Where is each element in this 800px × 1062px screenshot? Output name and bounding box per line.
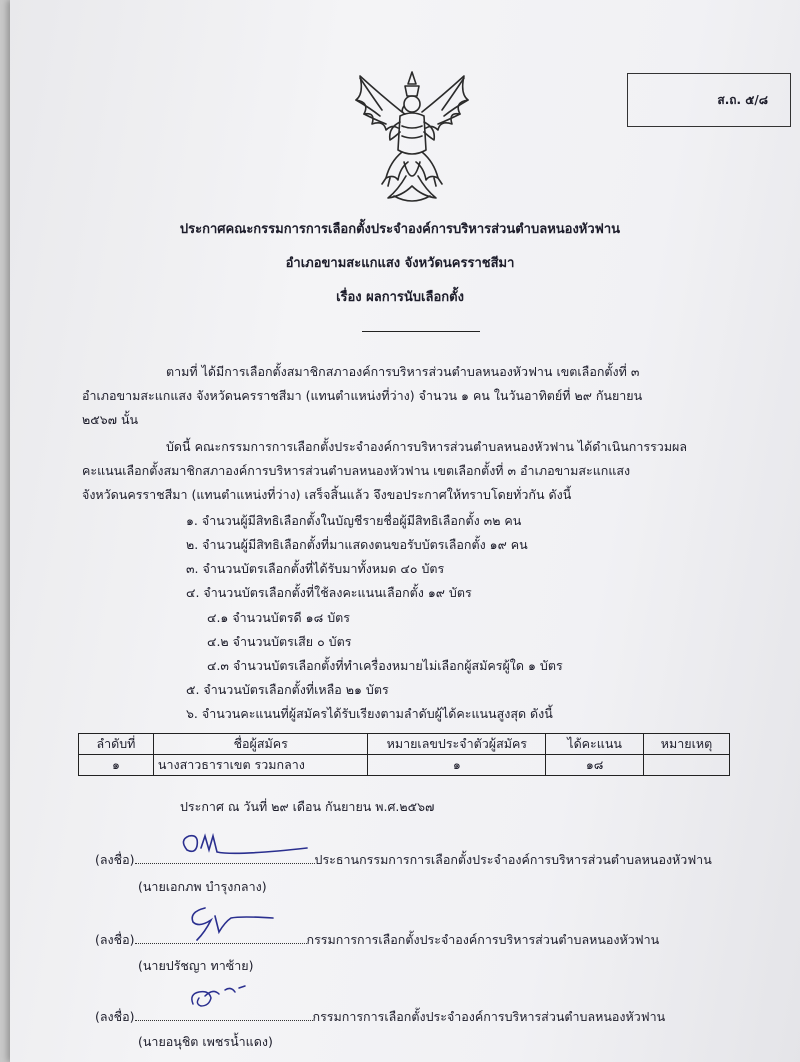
para1-line-2: อำเภอขามสะแกแสง จังหวัดนครราชสีมา (แทนตำแหน่งที่ว่าง) จำนวน ๑ คน ในวันอาทิตย์ที่ ๒๙ กันยายน — [82, 388, 643, 403]
cell-order: ๑ — [79, 755, 154, 776]
item-2: ๒. จำนวนผู้มีสิทธิเลือกตั้งที่มาแสดงตนขอรับบัตรเลือกตั้ง ๑๙ คน — [186, 537, 528, 552]
form-code: ส.ถ. ๕/๘ — [717, 92, 768, 107]
cell-votes: ๑๘ — [546, 755, 644, 776]
signature-line-3 — [95, 1007, 665, 1027]
para1-line-3: ๒๕๖๗ นั้น — [82, 412, 139, 427]
header-subject: เรื่อง ผลการนับเลือกตั้ง — [336, 290, 464, 305]
header-line-2: อำเภอขามสะแกแสง จังหวัดนครราชสีมา — [285, 256, 515, 271]
sign-prefix: (ลงชื่อ) — [95, 852, 135, 867]
cell-candidate-number: ๑ — [368, 755, 546, 776]
signer-name-3: (นายอนุชิต เพชรน้ำแดง) — [138, 1034, 273, 1049]
signer-name-2: (นายปรัชญา ทาซ้าย) — [138, 958, 254, 973]
signer-name-1: (นายเอกภพ บำรุงกลาง) — [138, 879, 267, 894]
table-header-row — [79, 734, 730, 755]
signature-mark-icon — [185, 982, 255, 1014]
table-row — [79, 755, 730, 776]
para2-line-1: บัดนี้ คณะกรรมการการเลือกตั้งประจำองค์การบริหารส่วนตำบลหนองหัวฟาน ได้ดำเนินการรวมผล — [166, 439, 688, 454]
sign-prefix: (ลงชื่อ) — [95, 1009, 135, 1024]
header-cell-votes: ได้คะแนน — [546, 734, 644, 755]
cell-remark — [644, 755, 730, 776]
signature-mark-icon — [175, 902, 285, 944]
item-6: ๖. จำนวนคะแนนที่ผู้สมัครได้รับเรียงตามลำดับผู้ได้คะแนนสูงสุด ดังนี้ — [186, 706, 553, 721]
signer-title: กรรมการการเลือกตั้งประจำองค์การบริหารส่วนตำบลหนองหัวฟาน — [312, 1009, 666, 1024]
para1-line-1: ตามที่ ได้มีการเลือกตั้งสมาชิกสภาองค์การบริหารส่วนตำบลหนองหัวฟาน เขตเลือกตั้งที่ ๓ — [166, 364, 640, 379]
signer-title: กรรมการการเลือกตั้งประจำองค์การบริหารส่วนตำบลหนองหัวฟาน — [306, 932, 660, 947]
item-4: ๔. จำนวนบัตรเลือกตั้งที่ใช้ลงคะแนนเลือกตั้ง ๑๙ บัตร — [186, 585, 472, 600]
header-cell-remark: หมายเหตุ — [644, 734, 730, 755]
title-underline — [362, 331, 480, 332]
item-4-3: ๔.๓ จำนวนบัตรเลือกตั้งที่ทำเครื่องหมายไม่เลือกผู้สมัครผู้ใด ๑ บัตร — [207, 658, 563, 673]
sign-prefix: (ลงชื่อ) — [95, 932, 135, 947]
header-cell-order: ลำดับที่ — [79, 734, 154, 755]
item-3: ๓. จำนวนบัตรเลือกตั้งที่ได้รับมาทั้งหมด ๔๐ บัตร — [186, 561, 445, 576]
results-table — [78, 733, 730, 776]
signer-title: ประธานกรรมการการเลือกตั้งประจำองค์การบริหารส่วนตำบลหนองหัวฟาน — [314, 852, 712, 867]
item-1: ๑. จำนวนผู้มีสิทธิเลือกตั้งในบัญชีรายชื่อผู้มีสิทธิเลือกตั้ง ๓๒ คน — [186, 513, 522, 528]
signature-dots — [135, 1020, 313, 1021]
para2-line-2: คะแนนเลือกตั้งสมาชิกสภาองค์การบริหารส่วนตำบลหนองหัวฟาน เขตเลือกตั้งที่ ๓ อำเภอขามสะแกแสง — [82, 463, 631, 478]
item-4-2: ๔.๒ จำนวนบัตรเสีย ๐ บัตร — [207, 634, 352, 649]
header-cell-number: หมายเลขประจำตัวผู้สมัคร — [368, 734, 546, 755]
item-5: ๕. จำนวนบัตรเลือกตั้งที่เหลือ ๒๑ บัตร — [186, 682, 389, 697]
header-cell-name: ชื่อผู้สมัคร — [153, 734, 368, 755]
item-4-1: ๔.๑ จำนวนบัตรดี ๑๘ บัตร — [207, 610, 350, 625]
para2-line-3: จังหวัดนครราชสีมา (แทนตำแหน่งที่ว่าง) เสร็จสิ้นแล้ว จึงขอประกาศให้ทราบโดยทั่วกัน ดังนี้ — [82, 487, 572, 502]
signature-mark-icon — [175, 830, 315, 866]
announce-date: ประกาศ ณ วันที่ ๒๙ เดือน กันยายน พ.ศ.๒๕๖๗ — [180, 799, 435, 814]
header-line-1: ประกาศคณะกรรมการการเลือกตั้งประจำองค์การบริหารส่วนตำบลหนองหัวฟาน — [179, 222, 621, 237]
garuda-emblem-icon — [342, 66, 482, 208]
cell-candidate-name: นางสาวธาราเขต รวมกลาง — [153, 755, 368, 776]
form-code-box — [627, 73, 791, 127]
